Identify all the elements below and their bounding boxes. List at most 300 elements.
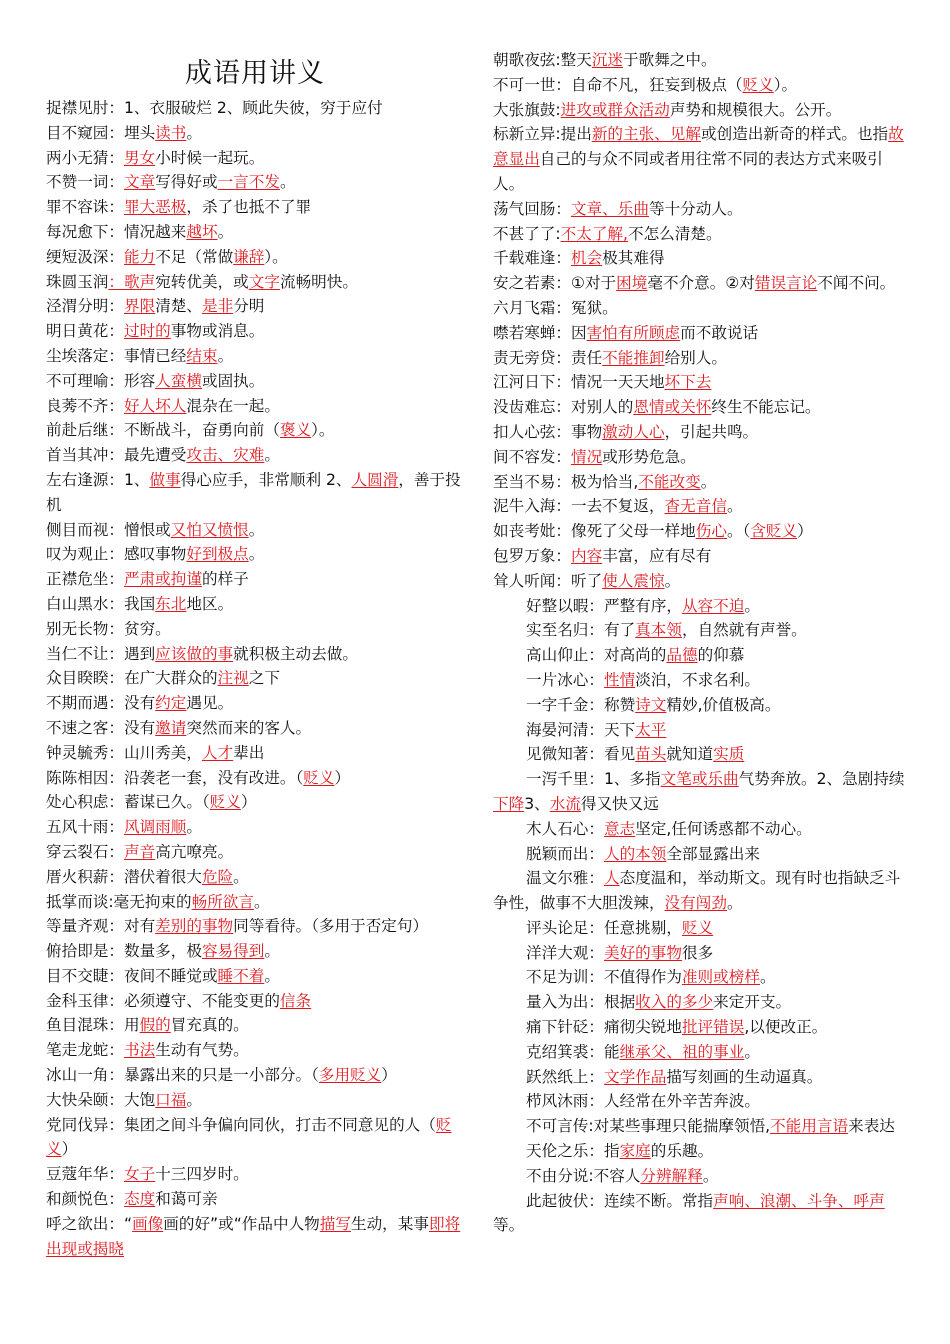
entry-text: ，善于投机 — [46, 470, 461, 514]
idiom-entry — [493, 420, 911, 445]
idiom-entry — [493, 48, 911, 73]
highlighted-keyword: 睡不着 — [217, 966, 265, 985]
entry-text: 小时候一起玩。 — [155, 148, 265, 167]
highlighted-keyword: 意志 — [603, 819, 636, 838]
entry-text: 冰山一角：暴露出来的只是一小部分。（ — [46, 1066, 319, 1085]
entry-text: 得又快又远 — [580, 794, 659, 813]
highlighted-keyword: 文字 — [248, 272, 280, 291]
highlighted-keyword: 越坏 — [186, 222, 218, 241]
idiom-entry — [493, 1164, 911, 1189]
highlighted-keyword: 态度 — [123, 1190, 156, 1209]
highlighted-keyword: 批评错误 — [681, 1018, 745, 1037]
entry-text: ）。 — [773, 75, 798, 94]
highlighted-keyword: 差别的事物 — [155, 917, 234, 936]
entry-text: 不甚了了: — [493, 224, 561, 243]
highlighted-keyword: 界限 — [123, 297, 156, 316]
highlighted-keyword: 新的主张、见解 — [591, 125, 701, 144]
entry-text: 。 — [702, 1166, 719, 1185]
idiom-entry — [493, 767, 911, 817]
idiom-entry — [493, 718, 911, 743]
idiom-entry — [493, 197, 911, 222]
idiom-entry — [46, 691, 464, 716]
highlighted-keyword: 信条 — [279, 991, 312, 1010]
entry-text: 白山黑水：我国 — [46, 594, 156, 613]
highlighted-keyword: 假的 — [139, 1016, 171, 1035]
entry-text: 五风十雨： — [46, 818, 124, 837]
entry-text: 不由分说:不容人 — [526, 1166, 641, 1185]
highlighted-keyword: 容易得到 — [201, 942, 265, 961]
idiom-entry — [493, 122, 911, 196]
entry-text: 不可理喻：形容 — [46, 371, 156, 390]
idiom-entry — [493, 544, 911, 569]
idiom-entry — [46, 344, 464, 369]
highlighted-keyword: 情况 — [570, 447, 603, 466]
idiom-entry — [493, 990, 911, 1015]
entry-text: 不可言传:对某些事理只能揣摩领悟, — [526, 1117, 771, 1136]
entry-text: ）。 — [264, 247, 288, 266]
highlighted-keyword: 收入的多少 — [635, 993, 714, 1012]
highlighted-keyword: 人的本领 — [603, 844, 667, 863]
entry-text: 穿云裂石： — [46, 842, 124, 861]
entry-text: 。 — [217, 222, 234, 241]
entry-text: ） — [381, 1066, 397, 1085]
highlighted-keyword: 约定 — [155, 694, 187, 713]
highlighted-keyword: 人蛮横 — [155, 371, 202, 390]
entry-text: 罪不容诛： — [46, 198, 124, 217]
entry-text: 海晏河清：天下 — [526, 720, 636, 739]
highlighted-keyword: 继承父、祖的事业 — [619, 1042, 745, 1061]
entry-text: 众目睽睽：在广大群众的 — [46, 669, 218, 688]
highlighted-keyword: 没有闯劲 — [664, 894, 727, 913]
entry-text: 一字千金：称赞 — [526, 695, 636, 714]
highlighted-keyword: 一言不发 — [217, 173, 280, 192]
entry-text: 写得好或 — [155, 173, 218, 192]
entry-text: 终生不能忘记。 — [711, 398, 821, 417]
entry-text: 耸人听闻：听了 — [493, 571, 603, 590]
entry-text: 每况愈下：情况越来 — [46, 222, 187, 241]
entry-text: 或固执。 — [201, 371, 265, 390]
highlighted-keyword: 风调雨顺 — [123, 818, 187, 837]
idiom-entry — [493, 98, 911, 123]
idiom-entry — [46, 96, 464, 121]
entry-text: 没齿难忘：对别人的 — [493, 398, 634, 417]
idiom-entry — [46, 369, 464, 394]
entry-text: 辈出 — [233, 743, 265, 762]
entry-text: 尘埃落定：事情已经 — [46, 346, 187, 365]
idiom-entry — [493, 1065, 911, 1090]
entry-text: 痛下针砭：痛彻尖锐地 — [526, 1018, 682, 1037]
idiom-entry — [493, 395, 911, 420]
left-column — [46, 96, 464, 1261]
idiom-entry — [46, 1162, 464, 1187]
idiom-entry — [46, 914, 464, 939]
entry-text: 。 — [726, 894, 743, 913]
idiom-entry — [46, 319, 464, 344]
highlighted-keyword: 人才 — [201, 743, 234, 762]
entry-text: 别无长物：贫穷。 — [46, 619, 171, 638]
entry-text: ，引起共鸣。 — [664, 422, 759, 441]
highlighted-keyword: 口福 — [155, 1090, 187, 1109]
highlighted-keyword: 攻击、灾难 — [186, 446, 265, 465]
highlighted-keyword: 文章 — [123, 173, 156, 192]
entry-text: 分明 — [233, 297, 265, 316]
idiom-entry — [46, 840, 464, 865]
entry-text: 千载难逢： — [493, 249, 571, 268]
entry-text: 至当不易：极为恰当, — [493, 472, 639, 491]
entry-text: 声势和规模很大。公开。 — [669, 100, 842, 119]
entry-text: 不速之客：没有 — [46, 718, 156, 737]
highlighted-keyword: 贬义 — [303, 768, 335, 787]
idiom-entry — [46, 642, 464, 667]
entry-text: 安之若素：①对于 — [493, 274, 617, 293]
entry-text: 不足（常做 — [155, 247, 234, 266]
entry-text: 。 — [744, 1042, 760, 1061]
entry-text: 泾渭分明： — [46, 297, 124, 316]
entry-text: ，自然就有声誉。 — [681, 621, 807, 640]
highlighted-keyword: 不能推卸 — [602, 348, 665, 367]
highlighted-keyword: 严肃或拘谨 — [123, 570, 202, 589]
entry-text: 量入为出：根据 — [526, 993, 636, 1012]
highlighted-keyword: 多用贬义 — [318, 1066, 382, 1085]
highlighted-keyword: 结束 — [186, 346, 218, 365]
idiom-entry — [46, 567, 464, 592]
idiom-entry — [46, 518, 464, 543]
highlighted-keyword: 人 — [603, 869, 620, 888]
highlighted-keyword: 贬义 — [742, 75, 774, 94]
entry-text: 。 — [279, 173, 296, 192]
entry-text: 等量齐观：对有 — [46, 917, 156, 936]
highlighted-keyword: 内容 — [570, 546, 603, 565]
entry-text: 。 — [264, 446, 280, 465]
highlighted-keyword: 贬义 — [681, 918, 714, 937]
entry-text: 左右逢源：1、 — [46, 470, 150, 489]
entry-text: 的样子 — [201, 570, 249, 589]
idiom-entry — [46, 294, 464, 319]
entry-text: 俯拾即是：数量多，极 — [46, 942, 202, 961]
highlighted-keyword: 文笔或乐曲 — [660, 770, 739, 789]
idiom-entry — [493, 296, 911, 321]
highlighted-keyword: 描写 — [319, 1214, 351, 1233]
idiom-entry — [493, 643, 911, 668]
entry-text: 木人石心： — [526, 819, 604, 838]
entry-text: 不期而遇：没有 — [46, 694, 156, 713]
highlighted-keyword: 沉迷 — [591, 51, 624, 69]
entry-text: 高山仰止：对高尚的 — [526, 646, 667, 665]
highlighted-keyword: 褒义 — [279, 421, 312, 440]
highlighted-keyword: 女子 — [123, 1165, 156, 1184]
entry-text: 事物或消息。 — [170, 322, 265, 341]
entry-text: 得心应手，非常顺利 2、 — [180, 470, 352, 489]
entry-text: 叹为观止：感叹事物 — [46, 545, 187, 564]
highlighted-keyword: 是非 — [201, 297, 234, 316]
entry-text: 侧目而视：憎恨或 — [46, 520, 171, 539]
highlighted-keyword: 故意显出 — [493, 125, 904, 169]
highlighted-keyword: 东北 — [155, 594, 187, 613]
entry-text: 。 — [254, 892, 270, 911]
highlighted-keyword: 注视 — [217, 669, 249, 688]
highlighted-keyword: 不能用言语 — [770, 1117, 849, 1136]
entry-text: 流畅明快。 — [279, 272, 358, 291]
entry-text: 钟灵毓秀：山川秀美， — [46, 743, 202, 762]
idiom-entry — [493, 1040, 911, 1065]
idiom-entry — [493, 1089, 911, 1114]
highlighted-keyword: 激动人心 — [602, 422, 665, 441]
entry-text: 朝歌夜弦:整天 — [493, 51, 592, 69]
entry-text: 。（ — [726, 522, 751, 541]
entry-text: 评头论足：任意挑剔， — [526, 918, 682, 937]
highlighted-keyword: 罪大恶极 — [123, 198, 187, 217]
entry-text: 明日黄花： — [46, 322, 124, 341]
entry-text: 不闻不问。 — [817, 274, 896, 293]
highlighted-keyword: 不太了解, — [560, 224, 628, 243]
idiom-entry — [46, 1212, 464, 1262]
highlighted-keyword: 不能改变 — [638, 472, 701, 491]
highlighted-keyword: 谦辞 — [233, 247, 265, 266]
entry-text: ） — [61, 1140, 78, 1159]
entry-text: 一片冰心： — [526, 670, 604, 689]
entry-text: 。 — [726, 497, 743, 516]
highlighted-keyword: 太平 — [635, 720, 667, 739]
highlighted-keyword: 应该做的事 — [155, 644, 234, 663]
entry-text: 。 — [264, 966, 280, 985]
entry-text: ，杀了也抵不了罪 — [186, 198, 312, 217]
entry-text: 宛转优美，或 — [155, 272, 249, 291]
entry-text: 冒充真的。 — [170, 1016, 249, 1035]
highlighted-keyword: 品德 — [666, 646, 698, 665]
idiom-entry — [46, 245, 464, 270]
highlighted-keyword: 错误言论 — [754, 274, 818, 293]
idiom-entry — [46, 220, 464, 245]
entry-text: 豆蔻年华： — [46, 1165, 124, 1184]
highlighted-keyword: 进攻或群众活动 — [560, 100, 670, 119]
entry-text: 来定开支。 — [713, 993, 792, 1012]
entry-text: 绠短汲深： — [46, 247, 124, 266]
entry-text: 江河日下：情况一天天地 — [493, 373, 665, 392]
idiom-entry — [46, 146, 464, 171]
idiom-entry — [46, 1113, 464, 1163]
idiom-entry — [493, 1114, 911, 1139]
idiom-entry — [46, 716, 464, 741]
entry-text: ）。 — [311, 421, 335, 440]
entry-text: 大快朵颐：大饱 — [46, 1090, 156, 1109]
highlighted-keyword: 贬义 — [46, 1115, 452, 1159]
highlighted-keyword: 真本领 — [635, 621, 682, 640]
entry-text: 珠圆玉润 — [46, 272, 109, 291]
entry-text: 和颜悦色： — [46, 1190, 124, 1209]
entry-text: 。 — [186, 123, 202, 142]
entry-text: 淡泊，不求名利。 — [635, 670, 760, 689]
entry-text: 此起彼伏：连续不断。常指 — [526, 1191, 714, 1210]
entry-text: 笔走龙蛇： — [46, 1041, 124, 1060]
entry-text: 目不交睫：夜间不睡觉或 — [46, 966, 218, 985]
entry-text: 。 — [186, 1090, 202, 1109]
highlighted-keyword: 画像 — [132, 1214, 164, 1233]
entry-text: ,以便改正。 — [744, 1018, 828, 1037]
entry-text: 栉风沐雨：人经常在外辛苦奔波。 — [526, 1092, 760, 1111]
highlighted-keyword: 苗头 — [635, 745, 667, 764]
entry-text: 不可一世：自命不凡，狂妄到极点（ — [493, 75, 743, 94]
idiom-entry — [46, 418, 464, 443]
highlighted-keyword: 家庭 — [619, 1142, 651, 1161]
entry-text: 。 — [217, 346, 234, 365]
idiom-entry — [46, 766, 464, 791]
entry-text: 极其难得 — [602, 249, 665, 268]
entry-text: ） — [240, 793, 257, 812]
highlighted-keyword: 能力 — [123, 247, 156, 266]
highlighted-keyword: 声响、浪潮、斗争、呼声 — [713, 1191, 885, 1210]
entry-text: 就积极主动去做。 — [233, 644, 358, 663]
idiom-entry — [46, 468, 464, 518]
entry-text: 气势奔放。2、急剧持续 — [738, 770, 905, 789]
entry-text: 鱼目混珠：用 — [46, 1016, 140, 1035]
entry-text: 噤若寒蝉：因 — [493, 323, 587, 342]
entry-text: 包罗万象： — [493, 546, 571, 565]
entry-text: 给别人。 — [664, 348, 727, 367]
entry-text: 自己的与众不同或者用往常不同的表达方式来吸引人。 — [493, 150, 883, 193]
entry-text: 的乐趣。 — [650, 1142, 714, 1161]
entry-text: 高亢嘹亮。 — [155, 842, 234, 861]
entry-text: 两小无猜： — [46, 148, 124, 167]
idiom-entry — [493, 246, 911, 271]
idiom-entry — [46, 939, 464, 964]
entry-text: 如丧考妣：像死了父母一样地 — [493, 522, 696, 541]
idiom-entry — [493, 321, 911, 346]
idiom-entry — [46, 1187, 464, 1212]
highlighted-keyword: 困境 — [616, 274, 648, 293]
entry-text: 首当其冲：最先遭受 — [46, 446, 187, 465]
entry-text: 生动，某事 — [350, 1214, 429, 1233]
entry-text: 很多 — [681, 943, 714, 962]
entry-text: 精妙,价值极高。 — [666, 695, 781, 714]
entry-text: 克绍箕裘：能 — [526, 1042, 620, 1061]
entry-text: 好整以暇：严整有序， — [526, 596, 682, 615]
idiom-entry — [493, 594, 911, 619]
idiom-entry — [493, 668, 911, 693]
entry-text: 地区。 — [186, 594, 234, 613]
highlighted-keyword: 坏下去 — [664, 373, 712, 392]
highlighted-keyword: 好人坏人 — [123, 396, 187, 415]
idiom-entry — [46, 1038, 464, 1063]
entry-text: 金科玉律：必须遵守、不能变更的 — [46, 991, 280, 1010]
highlighted-keyword: 畅所欲言 — [191, 892, 254, 911]
highlighted-keyword: 机会 — [570, 249, 603, 268]
entry-text: 一泻千里：1、多指 — [526, 770, 661, 789]
highlighted-keyword: 恩情或关怀 — [633, 398, 712, 417]
idiom-entry — [493, 965, 911, 990]
entry-text: 脱颖而出： — [526, 844, 604, 863]
entry-text: 画的好”或“作品中人物 — [163, 1214, 320, 1233]
idiom-entry — [46, 121, 464, 146]
entry-text: 的仰慕 — [697, 646, 745, 665]
idiom-entry — [46, 865, 464, 890]
entry-text: 前赴后继：不断战斗，奋勇向前（ — [46, 421, 280, 440]
entry-text: 泥牛入海：一去不复返， — [493, 497, 665, 516]
entry-text: 。 — [264, 942, 280, 961]
highlighted-keyword: ：歌声 — [108, 272, 156, 291]
entry-text: 洋洋大观： — [526, 943, 604, 962]
idiom-entry — [493, 73, 911, 98]
idiom-entry — [493, 693, 911, 718]
idiom-entry — [46, 195, 464, 220]
entry-text: 标新立异:提出 — [493, 125, 592, 144]
idiom-entry — [493, 817, 911, 842]
entry-text: 描写刻画的生动逼真。 — [666, 1067, 823, 1086]
highlighted-keyword: 文学作品 — [603, 1067, 667, 1086]
entry-text: 于歌舞之中。 — [623, 51, 717, 69]
highlighted-keyword: 杳无音信 — [664, 497, 727, 516]
entry-text: 不怎么清楚。 — [627, 224, 722, 243]
entry-text: 抵掌而谈:毫无拘束的 — [46, 892, 192, 911]
idiom-entry — [46, 592, 464, 617]
entry-text: 突然而来的客人。 — [186, 718, 312, 737]
entry-text: 陈陈相因：沿袭老一套，没有改进。（ — [46, 768, 304, 787]
highlighted-keyword: 准则或榜样 — [681, 968, 760, 987]
idiom-entry — [493, 941, 911, 966]
idiom-entry — [493, 1189, 911, 1239]
entry-text: 天伦之乐：指 — [526, 1142, 620, 1161]
idiom-entry — [46, 270, 464, 295]
idiom-entry — [46, 394, 464, 419]
idiom-entry — [493, 742, 911, 767]
entry-text: 3、 — [524, 794, 550, 813]
highlighted-keyword: 即将出现或揭晓 — [46, 1214, 461, 1258]
idiom-entry — [493, 346, 911, 371]
highlighted-keyword: 含贬义 — [750, 522, 798, 541]
entry-text: 目不窥园：埋头 — [46, 123, 156, 142]
entry-text: 就知道 — [666, 745, 714, 764]
highlighted-keyword: 过时的 — [123, 322, 171, 341]
idiom-entry — [46, 964, 464, 989]
entry-text: 正襟危坐： — [46, 570, 124, 589]
right-column — [493, 48, 911, 1238]
entry-text: 。 — [233, 867, 249, 886]
entry-text: 党同伐异：集团之间斗争偏向同伙，打击不同意见的人（ — [46, 1115, 436, 1134]
highlighted-keyword: 好到极点 — [186, 545, 249, 564]
entry-text: 十三四岁时。 — [155, 1165, 249, 1184]
idiom-entry — [46, 989, 464, 1014]
idiom-entry — [493, 916, 911, 941]
highlighted-keyword: 害怕有所顾虑 — [586, 323, 681, 342]
entry-text: 遇见。 — [186, 694, 234, 713]
entry-text: 或形势危急。 — [602, 447, 696, 466]
highlighted-keyword: 分辨解释 — [640, 1166, 703, 1185]
entry-text: 厝火积薪：潜伏着很大 — [46, 867, 202, 886]
entry-text: 或创造出新奇的样式。也指 — [701, 125, 889, 144]
idiom-entry — [493, 519, 911, 544]
entry-text: 全部显露出来 — [666, 844, 760, 863]
entry-text: 同等看待。（多用于否定句） — [233, 917, 429, 936]
idiom-entry — [46, 890, 464, 915]
entry-text: 丰富，应有尽有 — [602, 546, 712, 565]
entry-text: ） — [334, 768, 351, 787]
highlighted-keyword: 做事 — [149, 470, 181, 489]
idiom-entry — [493, 618, 911, 643]
idiom-entry — [493, 1139, 911, 1164]
entry-text: 等十分动人。 — [648, 199, 743, 218]
highlighted-keyword: 水流 — [549, 794, 581, 813]
idiom-entry — [46, 1013, 464, 1038]
entry-text: 毫不介意。②对 — [647, 274, 755, 293]
entry-text: 坚定,任何诱惑都不动心。 — [635, 819, 812, 838]
entry-text: 等。 — [493, 1216, 525, 1235]
idiom-entry — [493, 222, 911, 247]
entry-text: 之下 — [248, 669, 280, 688]
entry-text: 生动有气势。 — [155, 1041, 249, 1060]
entry-text: 良莠不齐： — [46, 396, 124, 415]
highlighted-keyword: 诗文 — [635, 695, 667, 714]
highlighted-keyword: 性情 — [603, 670, 636, 689]
highlighted-keyword: 声音 — [123, 842, 156, 861]
